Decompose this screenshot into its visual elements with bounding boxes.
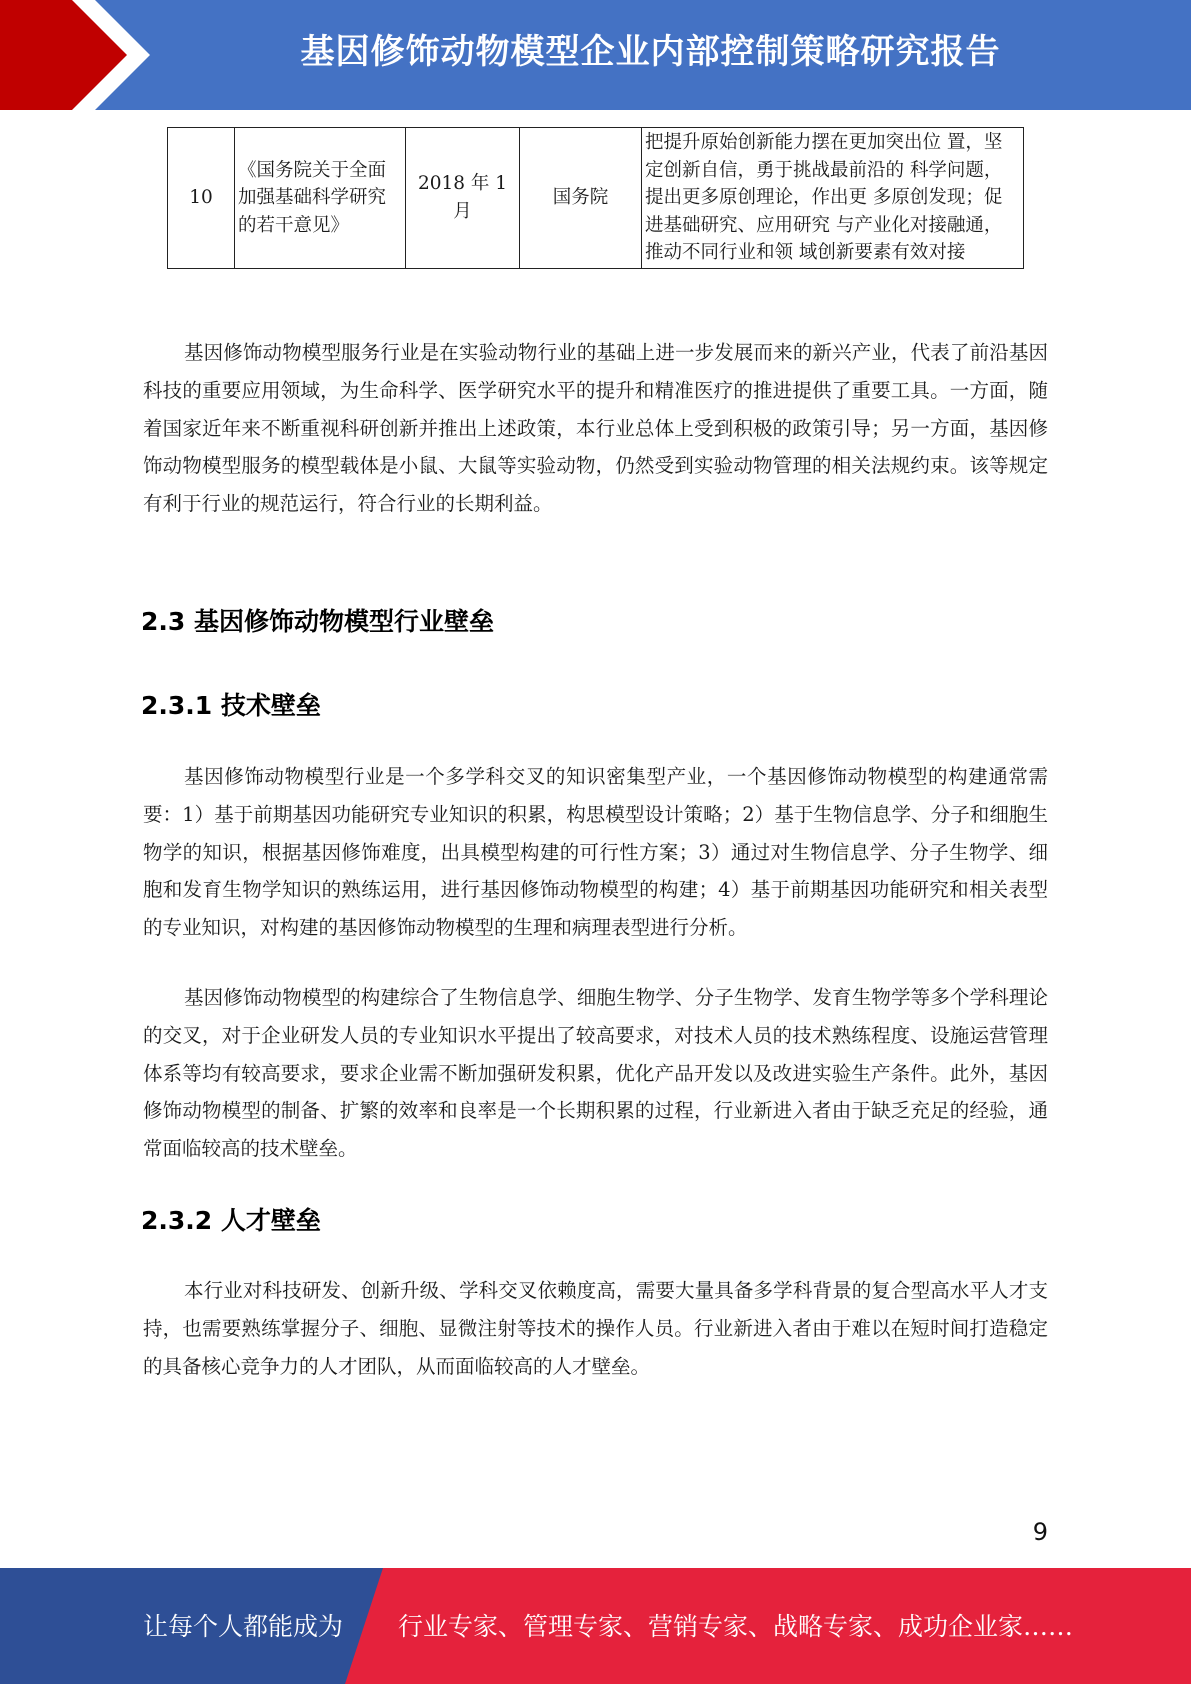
- policy-name: 《国务院关于全面加强基础科学研究的若干意见》: [235, 128, 406, 269]
- paragraph-industry-overview: 基因修饰动物模型服务行业是在实验动物行业的基础上进一步发展而来的新兴产业，代表了前沿基因科技的重要应用领域，为生命科学、医学研究水平的提升和精准医疗的推进提供了重要工具。一方面，随着国家近年来不断重视科研创新并推出上述政策，本行业总体上受到积极的政策引导；另一方面，基因修饰动物模型服务的模型载体是小鼠、大鼠等实验动物，仍然受到实验动物管理的相关法规约束。该等规定有利于行业的规范运行，符合行业的长期利益。: [143, 341, 1048, 516]
- section-heading-2-3: 2.3 基因修饰动物模型行业壁垒: [141, 607, 494, 636]
- page-header: [0, 0, 1191, 110]
- section-heading-2-3-1: 2.3.1 技术壁垒: [141, 691, 321, 720]
- row-number: 10: [168, 128, 235, 269]
- policy-table: [167, 127, 1024, 269]
- issuing-organization: 国务院: [520, 128, 642, 269]
- header-arrow-decoration: [0, 0, 160, 110]
- footer-slogan-right: 行业专家、管理专家、营销专家、战略专家、成功企业家……: [398, 1612, 1074, 1641]
- page-footer: [0, 1568, 1191, 1684]
- paragraph-technical-barrier-1: 基因修饰动物模型行业是一个多学科交叉的知识密集型产业，一个基因修饰动物模型的构建通常需要：1）基于前期基因功能研究专业知识的积累，构思模型设计策略；2）基于生物信息学、分子和细胞生物学的知识，根据基因修饰难度，出具模型构建的可行性方案；3）通过对生物信息学、分子生物学、细胞和发育生物学知识的熟练运用，进行基因修饰动物模型的构建；4）基于前期基因功能研究和相关表型的专业知识，对构建的基因修饰动物模型的生理和病理表型进行分析。: [143, 765, 1048, 940]
- table-row: [168, 128, 1024, 269]
- page-number: 9: [1032, 1518, 1048, 1546]
- paragraph-technical-barrier-2: 基因修饰动物模型的构建综合了生物信息学、细胞生物学、分子生物学、发育生物学等多个学科理论的交叉，对于企业研发人员的专业知识水平提出了较高要求，对技术人员的技术熟练程度、设施运营管理体系等均有较高要求，要求企业需不断加强研发积累，优化产品开发以及改进实验生产条件。此外，基因修饰动物模型的制备、扩繁的效率和良率是一个长期积累的过程，行业新进入者由于缺乏充足的经验，通常面临较高的技术壁垒。: [143, 986, 1048, 1161]
- footer-slogan-left: 让每个人都能成为: [143, 1612, 344, 1641]
- section-heading-2-3-2: 2.3.2 人才壁垒: [141, 1206, 321, 1235]
- policy-date: 2018 年 1月: [406, 128, 520, 269]
- report-title: 基因修饰动物模型企业内部控制策略研究报告: [300, 32, 1001, 72]
- paragraph-talent-barrier: 本行业对科技研发、创新升级、学科交叉依赖度高，需要大量具备多学科背景的复合型高水平人才支持，也需要熟练掌握分子、细胞、显微注射等技术的操作人员。行业新进入者由于难以在短时间打造稳定的具备核心竞争力的人才团队，从而面临较高的人才壁垒。: [143, 1279, 1048, 1378]
- policy-description: 把提升原始创新能力摆在更加突出位 置，坚定创新自信，勇于挑战最前沿的 科学问题，提出更多原创理论，作出更 多原创发现；促进基础研究、应用研究 与产业化对接融通，推动不同行业和领 域创新要素有效对接: [642, 128, 1024, 269]
